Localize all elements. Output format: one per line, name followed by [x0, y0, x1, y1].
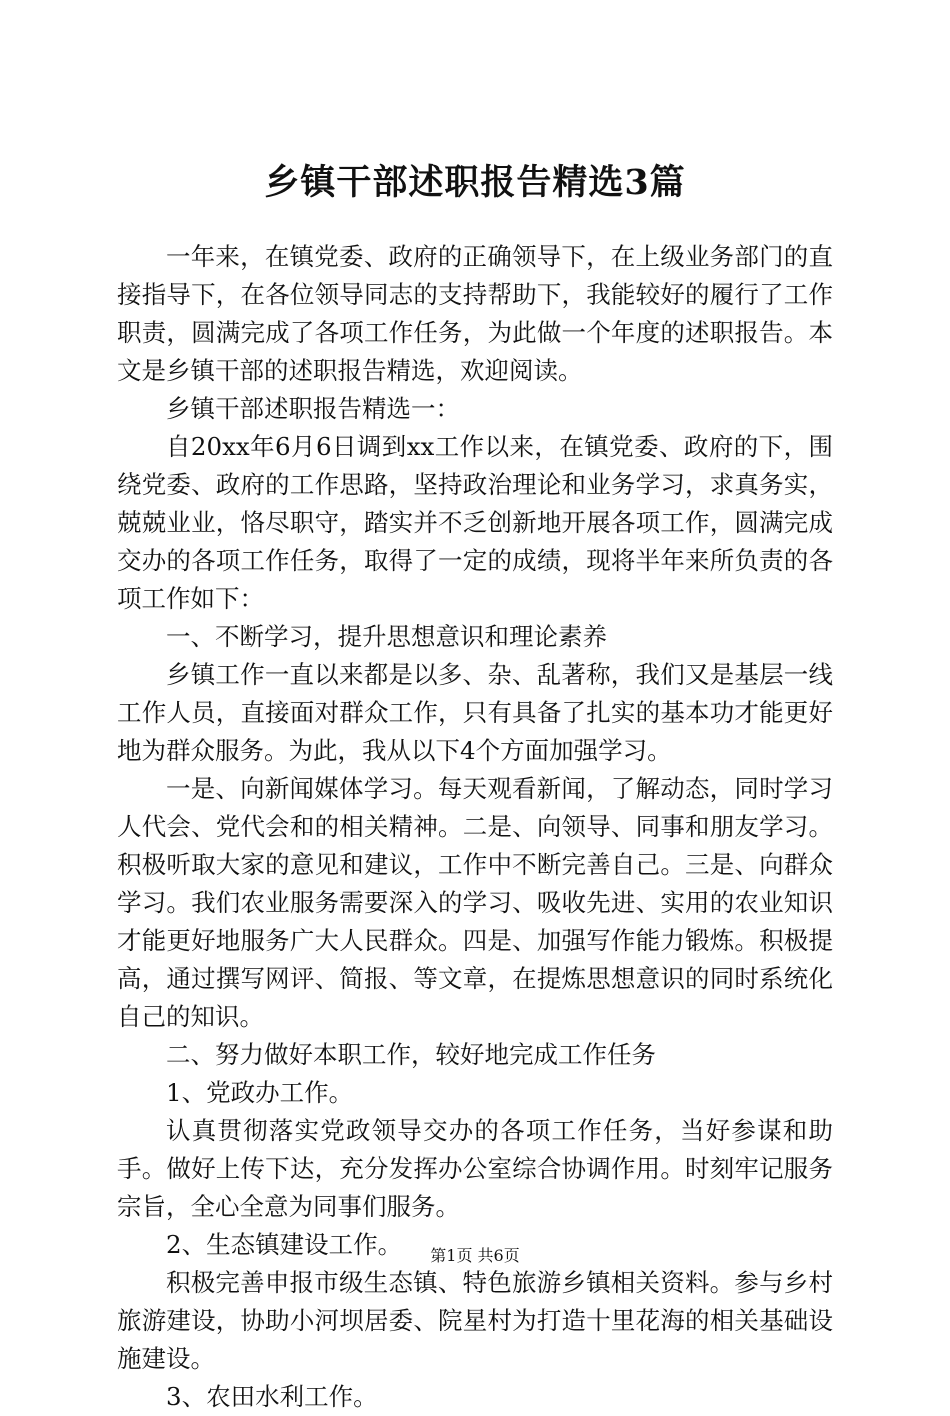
paragraph-heading-learning: 一、不断学习，提升思想意识和理论素养	[166, 622, 607, 651]
paragraph-work-overview: 自20xx年6月6日调到xx工作以来，在镇党委、政府的下，围绕党委、政府的工作思路，坚持政治理论和业务学习，求真务实，兢兢业业，恪尽职守，踏实并不乏创新地开展各项工作，圆满完成交办的各项工作任务，取得了一定的成绩，现将半年来所负责的各项工作如下：	[117, 432, 833, 613]
document-body	[117, 238, 833, 1416]
paragraph-learning-details: 一是、向新闻媒体学习。每天观看新闻，了解动态，同时学习人代会、党代会和的相关精神。二是、向领导、同事和朋友学习。积极听取大家的意见和建议，工作中不断完善自己。三是、向群众学习。我们农业服务需要深入的学习、吸收先进、实用的农业知识才能更好地服务广大人民群众。四是、加强写作能力锻炼。积极提高，通过撰写网评、简报、等文章，在提炼思想意识的同时系统化自己的知识。	[117, 774, 833, 1031]
paragraph-learning-intro: 乡镇工作一直以来都是以多、杂、乱著称，我们又是基层一线工作人员，直接面对群众工作，只有具备了扎实的基本功才能更好地为群众服务。为此，我从以下4个方面加强学习。	[117, 660, 833, 765]
paragraph-heading-duties: 二、努力做好本职工作，较好地完成工作任务	[166, 1040, 656, 1069]
paragraph-item-eco-town: 2、生态镇建设工作。	[166, 1230, 403, 1259]
paragraph-item-irrigation: 3、农田水利工作。	[166, 1382, 378, 1411]
paragraph-office-details: 认真贯彻落实党政领导交办的各项工作任务，当好参谋和助手。做好上传下达，充分发挥办公室综合协调作用。时刻牢记服务宗旨，全心全意为同事们服务。	[117, 1116, 833, 1221]
paragraph-eco-town-details: 积极完善申报市级生态镇、特色旅游乡镇相关资料。参与乡村旅游建设，协助小河坝居委、院星村为打造十里花海的相关基础设施建设。	[117, 1268, 833, 1373]
page-number-footer: 第1页 共6页	[430, 1246, 520, 1265]
paragraph-section-heading-one: 乡镇干部述职报告精选一：	[166, 394, 460, 423]
paragraph-intro: 一年来，在镇党委、政府的正确领导下，在上级业务部门的直接指导下，在各位领导同志的支持帮助下，我能较好的履行了工作职责，圆满完成了各项工作任务，为此做一个年度的述职报告。本文是乡镇干部的述职报告精选，欢迎阅读。	[117, 242, 833, 385]
paragraph-item-office: 1、党政办工作。	[166, 1078, 354, 1107]
document-title: 乡镇干部述职报告精选3篇	[264, 162, 686, 203]
